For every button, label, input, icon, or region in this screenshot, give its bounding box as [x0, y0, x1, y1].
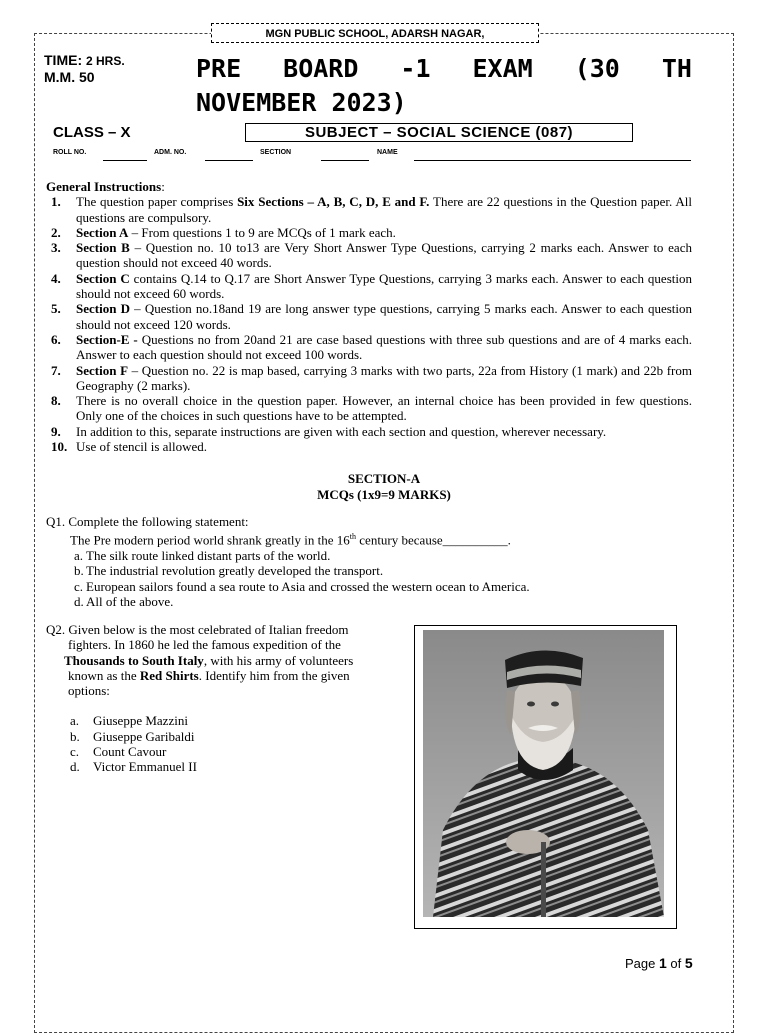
- name-label: NAME: [377, 149, 398, 156]
- q2-option-d[interactable]: d. Victor Emmanuel II: [70, 759, 197, 775]
- instruction-item: 6. Section-E - Questions no from 20and 21 are case based questions with three sub questions and are of 4 marks each. Answer to each question should not exceed 100 words.: [51, 331, 692, 363]
- instruction-item: 7. Section F – Question no. 22 is map based, carrying 3 marks with two parts, 22a from History (1 mark) and 22b from Geography (2 marks).: [51, 362, 692, 393]
- max-marks: M.M. 50: [44, 69, 95, 85]
- instruction-item: 9. In addition to this, separate instructions are given with each section and question, wherever necessary.: [51, 423, 607, 439]
- section-label: SECTION: [260, 149, 292, 156]
- instruction-item: 10. Use of stencil is allowed.: [51, 439, 208, 455]
- general-instructions: General Instructions: 1. The question paper comprises Six Sections – A, B, C, D, E and F. There are 22 questions in the Question paper. All questions are compulsory. 2. Section A – From questions 1 to 9 are MCQs of 1 mark each. 3. Section B – Question no. 10 to13 are Very Short Answer Type Questions, carrying 2 marks each. Answer to each question should not exceed 40 words. 4. Section C contains Q.14 to Q.17 are Short Answer Type Questions, carrying 3 marks each. Answer to each question should not exceed 60 words. 5. Section D – Question no.18and 19 are long answer type questions, carrying 5 marks each. Answer to each question should not exceed 120 words. 6. Section-E - Questions no from 20and 21 are case based questions with three sub questions and are of 4 marks each. Answer to each question should not exceed 100 words. 7. Section F – Question no. 22 is map based, carrying 3 marks with two parts, 22a from History (1 mark) and 22b from Geography (2 marks). 8. There is no overall choice in the question paper. However, an internal choice has been provided in few questions. Only one of the choices in such questions have to be attempted. 9. In addition to this, separate instructions are given with each section and question, wherever necessary. 10. Use of stencil is allowed.: [46, 179, 692, 455]
- portrait-illustration: [423, 630, 664, 917]
- q2-option-a[interactable]: a. Giuseppe Mazzini: [70, 713, 188, 729]
- instruction-item: 3. Section B – Question no. 10 to13 are Very Short Answer Type Questions, carrying 2 marks each. Answer to each question should not exceed 40 words.: [51, 240, 692, 271]
- subject-box: SUBJECT – SOCIAL SCIENCE (087): [245, 123, 633, 142]
- q1-option-d[interactable]: d. All of the above.: [74, 593, 174, 609]
- total-pages: 5: [684, 955, 693, 971]
- q2-line: Thousands to South Italy, with his army of volunteers: [64, 652, 354, 668]
- section-field[interactable]: [321, 160, 369, 161]
- instruction-item: 4. Section C contains Q.14 to Q.17 are Short Answer Type Questions, carrying 3 marks each. Answer to each question should not exceed 60 words.: [51, 270, 692, 302]
- question-2: [46, 622, 391, 775]
- school-name-box: [211, 23, 539, 43]
- title-word: PRE: [196, 54, 242, 83]
- title-line-2: NOVEMBER 2023): [196, 88, 407, 117]
- time-marks-block: [44, 52, 125, 85]
- adm-no-field[interactable]: [205, 160, 253, 161]
- q1-option-b[interactable]: b. The industrial revolution greatly developed the transport.: [74, 563, 384, 579]
- section-a-subheading: MCQs (1x9=9 MARKS): [317, 487, 451, 502]
- instruction-item: 8. There is no overall choice in the question paper. However, an internal choice has been provided in few questions. Only one of the choices in such questions have to be attempted.: [51, 393, 692, 424]
- section-a-heading: SECTION-A: [347, 471, 421, 486]
- instructions-heading: General Instructions: [46, 179, 162, 194]
- exam-title: [196, 52, 692, 120]
- q1-option-c[interactable]: c. European sailors found a sea route to Asia and crossed the western ocean to America.: [74, 578, 530, 594]
- title-word: EXAM: [472, 54, 533, 83]
- q2-line: options:: [68, 683, 110, 699]
- title-word: TH: [661, 54, 692, 83]
- roll-no-label: ROLL NO.: [53, 149, 87, 156]
- q1-statement: The Pre modern period world shrank greatly in the 16th century because__________.: [70, 532, 511, 548]
- school-name: MGN PUBLIC SCHOOL, ADARSH NAGAR,: [266, 26, 485, 43]
- student-details-row: [53, 149, 693, 163]
- adm-no-label: ADM. NO.: [154, 149, 187, 156]
- instruction-item: 1. The question paper comprises Six Sections – A, B, C, D, E and F. There are 22 questions in the Question paper. All questions are compulsory.: [51, 194, 692, 225]
- instruction-item: 5. Section D – Question no.18and 19 are long answer type questions, carrying 5 marks each. Answer to each question should not exceed 120 words.: [51, 301, 692, 332]
- q2-line: fighters. In 1860 he led the famous expedition of the: [68, 637, 341, 653]
- title-word: BOARD: [283, 54, 359, 83]
- q2-line: known as the Red Shirts. Identify him from the given: [68, 667, 350, 683]
- q1-label: Q1. Complete the following statement:: [46, 514, 249, 529]
- question-1: [46, 514, 646, 609]
- q1-option-a[interactable]: a. The silk route linked distant parts of the world.: [74, 547, 331, 563]
- instruction-item: 2. Section A – From questions 1 to 9 are MCQs of 1 mark each.: [51, 224, 396, 240]
- page-footer: Page 1 of 5: [625, 955, 693, 971]
- title-word: -1: [400, 54, 431, 83]
- q2-option-b[interactable]: b. Giuseppe Garibaldi: [70, 728, 195, 744]
- title-word: (30: [574, 54, 620, 83]
- time-value: 2 HRS.: [86, 54, 125, 68]
- garibaldi-portrait: [414, 625, 677, 929]
- roll-no-field[interactable]: [103, 160, 147, 161]
- class-label: CLASS – X: [53, 124, 131, 141]
- q2-line: Q2. Given below is the most celebrated of Italian freedom: [46, 622, 349, 637]
- time-label: TIME:: [44, 52, 83, 68]
- current-page: 1: [659, 955, 667, 971]
- name-field[interactable]: [414, 160, 691, 161]
- q2-option-c[interactable]: c. Count Cavour: [70, 744, 167, 760]
